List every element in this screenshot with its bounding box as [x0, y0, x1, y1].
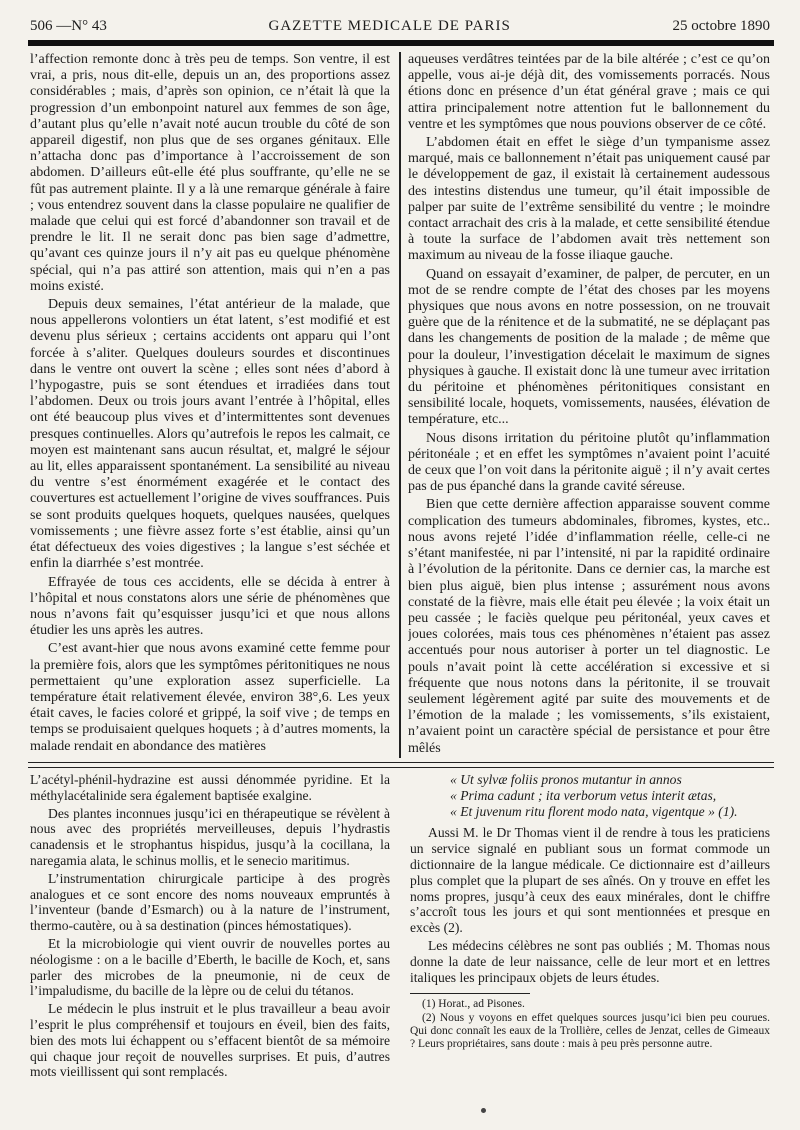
- paragraph: Nous disons irritation du péritoine plutôt qu’inflammation péritonéale ; et en effet les symptômes n’avaient point l’acuité de ceux que l’on voit dans la péritonite aiguë ; il n’y avait certes pas de pus épanché dans la grande cavité séreuse.: [408, 430, 770, 495]
- quote-line: « Prima cadunt ; ita verborum vetus interit ætas,: [450, 787, 717, 803]
- footnotes: [410, 998, 770, 1051]
- paragraph: L’instrumentation chirurgicale participe à des progrès analogues et ce sont encore des noms nouveaux empruntés à l’inventeur (bande d’Esmarch) ou à la nature de l’instrument, thermo-cautère, ou à sa destination (pinces hémostatiques).: [30, 870, 390, 934]
- footnote: (1) Horat., ad Pisones.: [422, 998, 525, 1011]
- paragraph: L’acétyl-phénil-hydrazine est aussi dénommée pyridine. Et la méthylacétalinide sera également baptisée exalgine.: [30, 772, 390, 803]
- paragraph: Aussi M. le Dr Thomas vient il de rendre à tous les praticiens un service signalé en publiant sous un format commode un dictionnaire de la langue médicale. Ce dictionnaire est d’ailleurs plus complet que la plupart de ses aînés. On y trouve en effet les noms propres, jusqu’à ceux des eaux minérales, dont le chiffre s’accroît tous les jours et qui sont mentionnées et presque en excès (2).: [410, 825, 770, 936]
- article-right-column: [408, 52, 770, 765]
- quote-line: « Et juvenum ritu florent modo nata, vigentque » (1).: [450, 803, 738, 819]
- paragraph: Des plantes inconnues jusqu’ici en thérapeutique se révèlent à nous avec des propriétés merveilleuses, depuis l’hydrastis canadensis et le strophantus hispidus, jusqu’à la cocillana, la naregamia alata, le schinus mollis, et le senecio maritimus.: [30, 805, 390, 868]
- paragraph: Et la microbiologie qui vient ouvrir de nouvelles portes au néologisme : on a le bacille d’Eberth, le bacille de Koch, et, sans parler des microbes de la pneumonie, ni de ceux de l’impaludisme, du bacille de la lèpre ou de celui du tétanos.: [30, 935, 390, 999]
- column-divider: [399, 52, 401, 758]
- page-header: [30, 14, 770, 38]
- footnote-rule: [410, 993, 530, 994]
- issue-date: 25 octobre 1890: [672, 17, 770, 34]
- paragraph: Depuis deux semaines, l’état antérieur de la malade, que nous appellerons volontiers un état latent, s’est modifié et est devenu plus sérieux ; certains accidents ont apparu qui l’ont forcée à s’aliter. Quelques douleurs sourdes et discontinues dans le ventre ont ouvert la scène ; elles sont nées d’abord à l’hypogastre, puis se sont étendues et irradiées dans tout l’abdomen. Deux ou trois jours avant l’entrée à l’hôpital, elles ont été beaucoup plus vives et d’intermittentes sont devenues presques continuelles. Alors qu’autrefois le repos les calmait, ce moyen est maintenant sans aucun résultat, et, malgré le séjour au lit, elles apparaissent spontanément. La sensibilité au niveau du ventre s’est énormément exagérée et le contact des couvertures est actuellement l’origine de vives souffrances. Puis se sont produits quelques hoquets, quelques nausées, quelques vomissements ; une fièvre assez forte s’est établie, ainsi qu’un état défectueux des voies digestives ; la langue s’est séchée et enfin la diarrhée s’est montrée.: [30, 297, 390, 572]
- ink-dot: [481, 1108, 486, 1113]
- section-divider: [28, 762, 774, 768]
- paragraph: Le médecin le plus instruit et le plus travailleur a beau avoir l’esprit le plus compréhensif et toujours en éveil, bien des faits, bien des mots lui échappent ou s’effacent bientôt de sa mémoire qui chaque jour reçoit de nouvelles surprises. Et puis, d’autres mots vieillissent qui sont remplacés.: [30, 1001, 390, 1080]
- paragraph: C’est avant-hier que nous avons examiné cette femme pour la première fois, alors que les symptômes péritonitiques ne nous permettaient qu’une exploration assez superficielle. La température était relativement élevée, environ 38°,6. Les yeux était caves, le facies coloré et grippé, la soif vive ; de temps en temps se produisaient quelques hoquets ; à d’autres moments, la malade rendait en abondance des matières: [30, 641, 390, 754]
- paragraph: L’abdomen était en effet le siège d’un tympanisme assez marqué, mais ce ballonnement n’était pas uniquement causé par le développement de gaz, il existait là certainement audessous des intestins distendus une tumeur, qu’il était impossible de palper par suite de l’extrême sensibilité du ventre ; le moindre contact arrachait des cris à la malade, et cette sensibilité étendue à toute la surface de l’abdomen avait très nettement son maximum au niveau de la fosse iliaque gauche.: [408, 135, 770, 264]
- article-left-column: [30, 52, 390, 765]
- feuilleton-right-column: [410, 772, 770, 1092]
- paragraph: Effrayée de tous ces accidents, elle se décida à entrer à l’hôpital et nous constatons alors une série de phénomènes que nous n’avons fait qu’esquisser jusqu’ici et que nous allons étudier les uns après les autres.: [30, 574, 390, 639]
- page-number: 506 —N° 43: [30, 17, 107, 34]
- paragraph: Bien que cette dernière affection apparaisse souvent comme complication des tumeurs abdominales, fibromes, kystes, etc.. nous avons rejeté l’idée d’inflammation réelle, celle-ci ne s’étant manifestée, ni par l’intensité, ni par la rapidité ordinaire à l’évolution de la péritonite. Dans ce dernier cas, la marche est bien plus aiguë, bien plus intense ; assurément nous avons constaté de la fièvre, mais elle était peu élevée ; la voix était un peu cassée ; le faciès quelque peu péritonéal, yeux caves et joues colorées, mais tous ces phénomènes n’étaient pas assez accentués pour nous autoriser à porter un tel diagnostic. Le pouls n’avait point là cette accélération si excessive et si fréquente que nous notons dans la péritonite, il se trouvait seulement légèrement agité par suite des mouvements et de l’émotion de la malade ; les vomissements, s’ils existaient, n’avaient point un caractère spécial de persistance et pour être mêlés: [408, 497, 770, 756]
- header-rule: [28, 40, 774, 46]
- publication-title: GAZETTE MEDICALE DE PARIS: [268, 17, 511, 34]
- feuilleton-section: [0, 772, 800, 1092]
- footnote: (2) Nous y voyons en effet quelques sources jusqu’ici bien peu courues. Qui donc connaît les eaux de la Trollière, celles de Jenzat, celles de Gimeaux ? Leurs propriétaires, sans doute : mais à peu près personne autre.: [410, 1012, 770, 1051]
- latin-quotation: [410, 772, 770, 819]
- paragraph: aqueuses verdâtres teintées par de la bile altérée ; c’est ce qu’on appelle, vous ai-je déjà dit, des vomissements porracés. Nous étions donc en présence d’un état général grave ; mais ce qui attira principalement notre attention fut le ballonnement du ventre et les symptômes que nous pouvions observer de ce côté.: [408, 52, 770, 132]
- feuilleton-left-column: [30, 772, 390, 1092]
- paragraph: Quand on essayait d’examiner, de palper, de percuter, en un mot de se rendre compte de l’état des choses par les moyens physiques que nous avons en notre possession, on ne trouvait guère que de la rénitence et de la submatité, ne se déplaçant pas dans les changements de position de la malade ; de même que pour la douleur, l’investigation décelait le maximum de signes physiques à gauche. Il existait donc là une tumeur avec irritation du péritoine et phénomènes péritonitiques consistant en sensibilité locale, hoquets, vomissements, nausées, élévation de température, etc...: [408, 266, 770, 428]
- paragraph: Les médecins célèbres ne sont pas oubliés ; M. Thomas nous donne la date de leur naissance, celle de leur mort et en lettres italiques les principaux objets de leurs études.: [410, 937, 770, 985]
- paragraph: l’affection remonte donc à très peu de temps. Son ventre, il est vrai, a pris, nous dit-elle, depuis un an, des proportions assez considérables ; mais, d’après son opinion, ce n’était là que la progression d’un embonpoint naturel aux femmes de son âge, d’autant plus qu’elle n’avait noté aucun trouble du côté de son appareil digestif, non plus que de ses organes génitaux. Elle n’attacha donc pas d’importance à l’accroissement de son abdomen. D’ailleurs eût-elle été plus souffrante, qu’elle ne se fût pas autrement plainte. Il y a là une remarque générale à faire ; vous entendrez souvent dans la classe populaire ne qualifier de malade que celui qui est forcé d’abandonner son travail et de prendre le lit. Il ne serait donc pas bien sage d’admettre, qu’avant ces quinze jours il n’y ait pas eu quelque phénomène spécial, qui n’a pas attiré son attention, mais qui n’en a pas moins existé.: [30, 52, 390, 294]
- quote-line: « Ut sylvæ foliis pronos mutantur in annos: [450, 772, 682, 787]
